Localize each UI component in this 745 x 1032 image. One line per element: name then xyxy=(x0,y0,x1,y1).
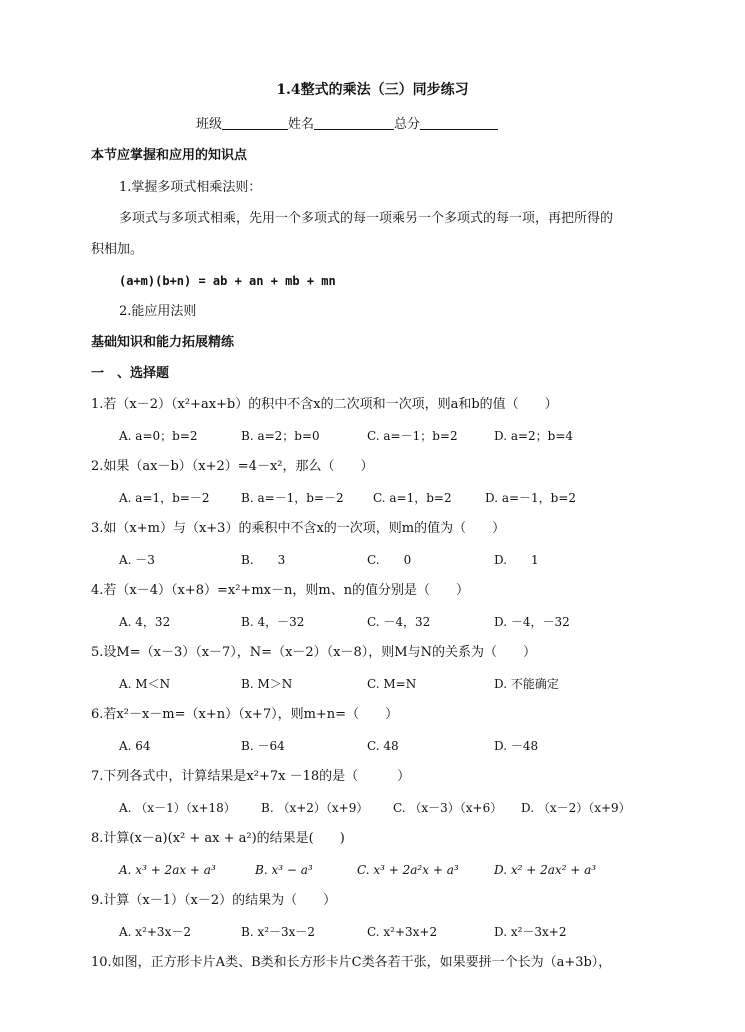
option-c[interactable]: C. （x－3）（x+6） xyxy=(393,801,503,815)
option-a[interactable]: A. 64 xyxy=(119,739,151,753)
option-b[interactable]: B. x²－3x－2 xyxy=(241,925,316,939)
option-c[interactable]: C. x³ + 2a²x + a³ xyxy=(357,863,459,877)
option-b[interactable]: B. （x+2）（x+9） xyxy=(261,801,369,815)
name-label: 姓名 xyxy=(288,117,315,132)
name-blank[interactable] xyxy=(314,115,394,130)
knowledge-point-1: 1.掌握多项式相乘法则： xyxy=(119,180,262,195)
student-info-line xyxy=(196,115,498,134)
option-b[interactable]: B. a=－1，b=－2 xyxy=(241,491,344,505)
section-heading-practice: 基础知识和能力拓展精练 xyxy=(91,335,235,350)
option-c[interactable]: C. M=N xyxy=(367,677,417,691)
question-stem: 3.如（x+m）与（x+3）的乘积中不含x的一次项，则m的值为（ ） xyxy=(91,521,506,536)
option-a[interactable]: A. a=0；b=2 xyxy=(119,429,198,443)
question-stem: 9.计算（x－1）（x－2）的结果为（ ） xyxy=(91,893,337,908)
question-stem: 1.若（x－2）（x²+ax+b）的积中不含x的二次项和一次项，则a和b的值（ ） xyxy=(91,397,558,412)
question-stem: 5.设M=（x－3）（x－7），N=（x－2）（x－8），则M与N的关系为（ ） xyxy=(91,645,536,660)
option-d[interactable]: D. －48 xyxy=(494,739,539,753)
page-title: 1.4整式的乘法（三）同步练习 xyxy=(276,82,469,98)
knowledge-point-2: 2.能应用法则 xyxy=(119,304,197,319)
option-d[interactable]: D. x²－3x+2 xyxy=(494,925,567,939)
option-c[interactable]: C. a=－1；b=2 xyxy=(367,429,458,443)
question-stem: 8.计算(x－a)(x² + ax + a²)的结果是( ) xyxy=(91,831,345,846)
option-c[interactable]: C. 0 xyxy=(367,553,412,567)
score-blank[interactable] xyxy=(420,115,498,130)
option-c[interactable]: C. x²+3x+2 xyxy=(367,925,438,939)
option-a[interactable]: A. （x－1）（x+18） xyxy=(119,801,236,815)
option-a[interactable]: A. M＜N xyxy=(119,677,171,691)
option-b[interactable]: B. M＞N xyxy=(241,677,293,691)
question-stem: 4.若（x－4）（x+8）=x²+mx－n，则m、n的值分别是（ ） xyxy=(91,583,470,598)
question-stem: 2.如果（ax－b）（x+2）=4－x²，那么（ ） xyxy=(91,459,374,474)
option-b[interactable]: B. x³ − a³ xyxy=(255,863,313,877)
option-c[interactable]: C. －4，32 xyxy=(367,615,431,629)
section-subheading-choice: 一 、选择题 xyxy=(91,366,170,381)
class-label: 班级 xyxy=(196,117,223,132)
option-a[interactable]: A. －3 xyxy=(119,553,155,567)
option-a[interactable]: A. x²+3x－2 xyxy=(119,925,191,939)
rule-paragraph-line-1: 多项式与多项式相乘，先用一个多项式的每一项乘另一个多项式的每一项，再把所得的 xyxy=(119,211,614,226)
class-blank[interactable] xyxy=(222,115,288,130)
option-a[interactable]: A. 4，32 xyxy=(119,615,171,629)
option-c[interactable]: C. a=1，b=2 xyxy=(373,491,452,505)
question-stem: 7.下列各式中，计算结果是x²+7x －18的是（ ） xyxy=(91,769,411,784)
option-b[interactable]: B. 3 xyxy=(241,553,286,567)
option-d[interactable]: D. x² + 2ax² + a³ xyxy=(494,863,597,877)
option-a[interactable]: A. a=1，b=－2 xyxy=(119,491,210,505)
multiplication-formula: (a+m)(b+n) = ab + an + mb + mn xyxy=(119,274,336,288)
question-stem: 10.如图，正方形卡片A类、B类和长方形卡片C类各若干张，如果要拼一个长为（a+3b）， xyxy=(91,955,612,970)
option-c[interactable]: C. 48 xyxy=(367,739,399,753)
rule-paragraph-line-2: 积相加。 xyxy=(91,242,144,257)
question-stem: 6.若x²－x－m=（x+n）（x+7），则m+n=（ ） xyxy=(91,707,399,722)
option-b[interactable]: B. a=2；b=0 xyxy=(241,429,320,443)
section-heading-knowledge: 本节应掌握和应用的知识点 xyxy=(91,148,248,163)
option-d[interactable]: D. －4，－32 xyxy=(494,615,570,629)
option-d[interactable]: D. 不能确定 xyxy=(494,677,559,691)
option-d[interactable]: D. a=2；b=4 xyxy=(494,429,574,443)
option-a[interactable]: A. x³ + 2ax + a³ xyxy=(119,863,216,877)
option-d[interactable]: D. （x－2）（x+9） xyxy=(521,801,631,815)
option-d[interactable]: D. 1 xyxy=(494,553,539,567)
option-b[interactable]: B. －64 xyxy=(241,739,285,753)
score-label: 总分 xyxy=(394,117,421,132)
option-b[interactable]: B. 4，－32 xyxy=(241,615,305,629)
option-d[interactable]: D. a=－1，b=2 xyxy=(485,491,577,505)
